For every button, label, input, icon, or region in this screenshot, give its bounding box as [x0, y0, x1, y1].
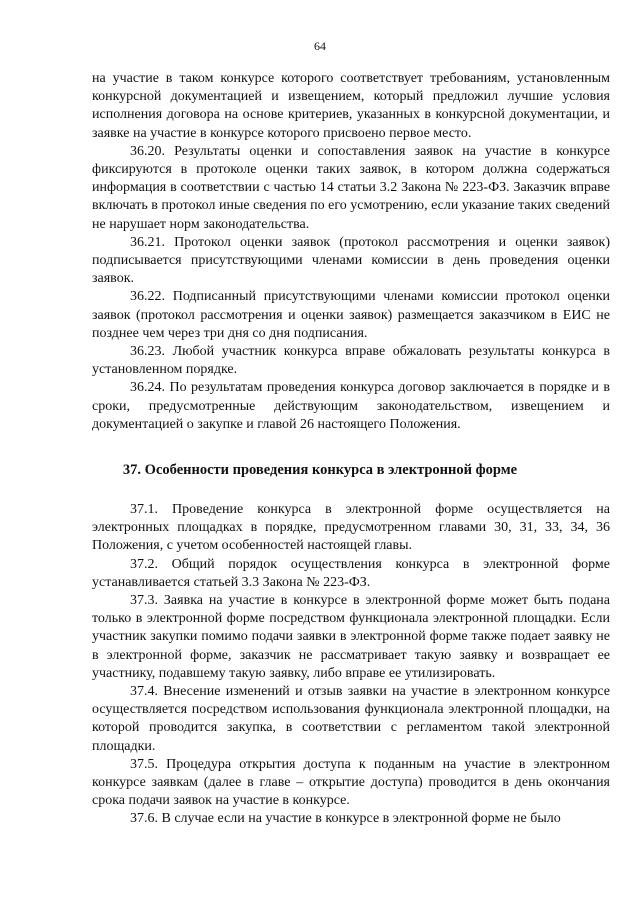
paragraph-37-4: 37.4. Внесение изменений и отзыв заявки на участие в электронном конкурсе осуществляется посредством использования функционала электронной площадки, на которой проводится закупка, в соответствии с регламентом такой электронной площадки. — [92, 684, 610, 754]
paragraph-36-22: 36.22. Подписанный присутствующими членами комиссии протокол оценки заявок (протокол рассмотрения и оценки заявок) размещается заказчиком в ЕИС не позднее чем через три дня со дня подписания. — [92, 289, 610, 341]
paragraph-36-19-continuation: на участие в таком конкурсе которого соответствует требованиям, установленным конкурсной документацией и извещением, который предложил лучшие условия исполнения договора на основе критериев, указанных в конкурсной документации, и заявке на участие в конкурсе которого присвоено первое место. — [92, 71, 610, 141]
paragraph-37-2: 37.2. Общий порядок осуществления конкурса в электронной форме устанавливается статьей 3.3 Закона № 223-ФЗ. — [92, 556, 610, 590]
paragraph-37-5: 37.5. Процедура открытия доступа к поданным на участие в электронном конкурсе заявкам (далее в главе – открытие доступа) проводится в день окончания срока подачи заявок на участие в конкурсе. — [92, 756, 610, 809]
paragraph-36-23: 36.23. Любой участник конкурса вправе обжаловать результаты конкурса в установленном порядке. — [92, 344, 610, 378]
section-37-heading: 37. Особенности проведения конкурса в электронной форме — [122, 462, 518, 478]
paragraph-37-1: 37.1. Проведение конкурса в электронной форме осуществляется на электронных площадках в порядке, предусмотренном главами 30, 31, 33, 34, 36 Положения, с учетом особенностей настоящей главы. — [92, 502, 610, 554]
paragraph-36-24: 36.24. По результатам проведения конкурса договор заключается в порядке и в сроки, предусмотренные действующим законодательством, извещением и документацией о закупке и главой 26 настоящего Положения. — [92, 380, 610, 432]
section-36-text — [92, 70, 610, 434]
section-37-text — [92, 501, 610, 829]
paragraph-36-20: 36.20. Результаты оценки и сопоставления заявок на участие в конкурсе фиксируются в протоколе оценки таких заявок, в котором должна содержаться информация в соответствии с частью 14 статьи 3.2 Закона № 223-ФЗ. Заказчик вправе включать в протокол иные сведения по его усмотрению, если указание таких сведений не нарушает норм законодательства. — [92, 143, 610, 232]
paragraph-37-6: 37.6. В случае если на участие в конкурсе в электронной форме не было — [130, 811, 561, 827]
paragraph-36-21: 36.21. Протокол оценки заявок (протокол рассмотрения и оценки заявок) подписывается присутствующими членами комиссии в день проведения оценки заявок. — [92, 234, 610, 287]
page-number: 64 — [314, 39, 326, 53]
paragraph-37-3: 37.3. Заявка на участие в конкурсе в электронной форме может быть подана только в электронной форме посредством функционала электронной площадки. Если участник закупки помимо подачи заявки в электронной форме также подает заявку не в электронной форме, заказчик не рассматривает такую заявку и возвращает ее участнику, подавшему такую заявку, либо вправе ее утилизировать. — [92, 593, 610, 681]
